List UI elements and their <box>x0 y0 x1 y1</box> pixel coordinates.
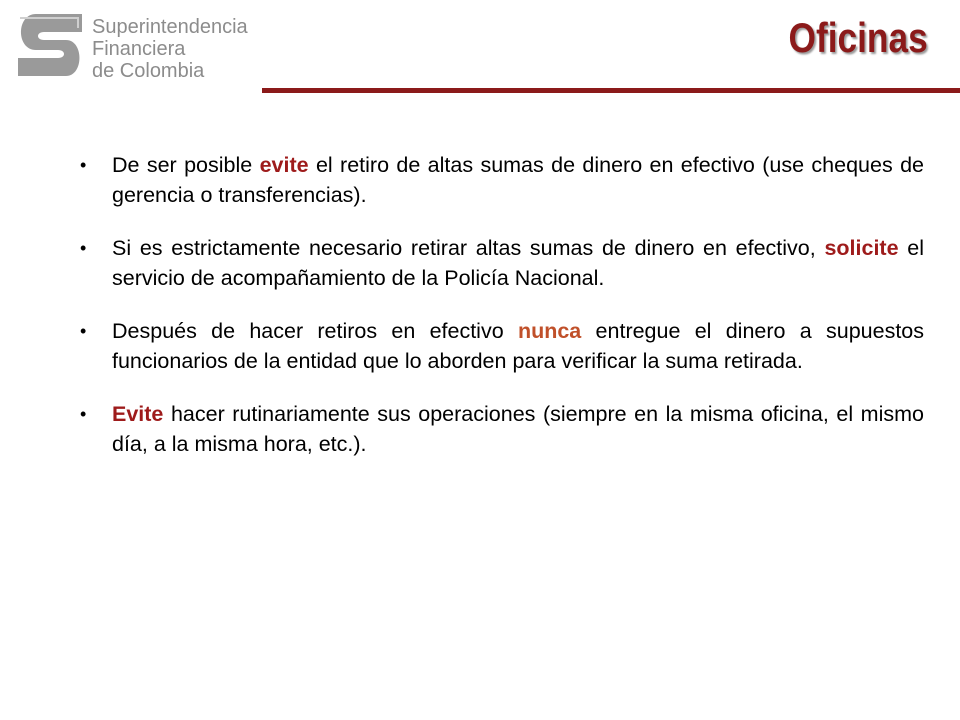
logo-line-1: Superintendencia <box>92 16 248 38</box>
sfc-logo-icon <box>14 10 86 80</box>
bullet-item <box>80 316 924 376</box>
page-title: Oficinas <box>788 14 928 61</box>
slide-header <box>0 0 960 96</box>
bullet-list <box>80 150 924 482</box>
bullet-text: Si es estrictamente necesario retirar altas sumas de dinero en efectivo, <box>112 236 825 260</box>
bullet-text: hacer rutinariamente sus operaciones (siempre en la misma oficina, el mismo día, a la misma hora, etc.). <box>112 402 924 456</box>
logo-line-3: de Colombia <box>92 60 205 82</box>
bullet-text: Después de hacer retiros en efectivo <box>112 319 518 343</box>
bullet-dot-icon: • <box>80 238 87 258</box>
bullet-text: el retiro de altas sumas de dinero en efectivo (use cheques de gerencia o transferencias). <box>112 153 924 207</box>
bullet-dot-icon: • <box>80 404 87 424</box>
bullet-text: entregue el dinero a supuestos funcionarios de la entidad que lo aborden para verificar la suma retirada. <box>112 319 924 373</box>
logo-line-2: Financiera <box>92 38 186 60</box>
bullet-item <box>80 150 924 210</box>
bullet-text: el servicio de acompañamiento de la Policía Nacional. <box>112 236 924 290</box>
bullet-item <box>80 399 924 459</box>
bullet-dot-icon: • <box>80 155 87 175</box>
bullet-text: De ser posible <box>112 153 260 177</box>
header-rule <box>262 88 960 93</box>
highlight-word: nunca <box>517 319 582 343</box>
bullet-item <box>80 233 924 293</box>
bullet-dot-icon: • <box>80 321 87 341</box>
logo-text <box>92 16 248 82</box>
highlight-word: evite <box>259 153 309 177</box>
highlight-word: solicite <box>824 236 899 260</box>
logo <box>14 10 254 84</box>
highlight-word: Evite <box>112 402 164 426</box>
